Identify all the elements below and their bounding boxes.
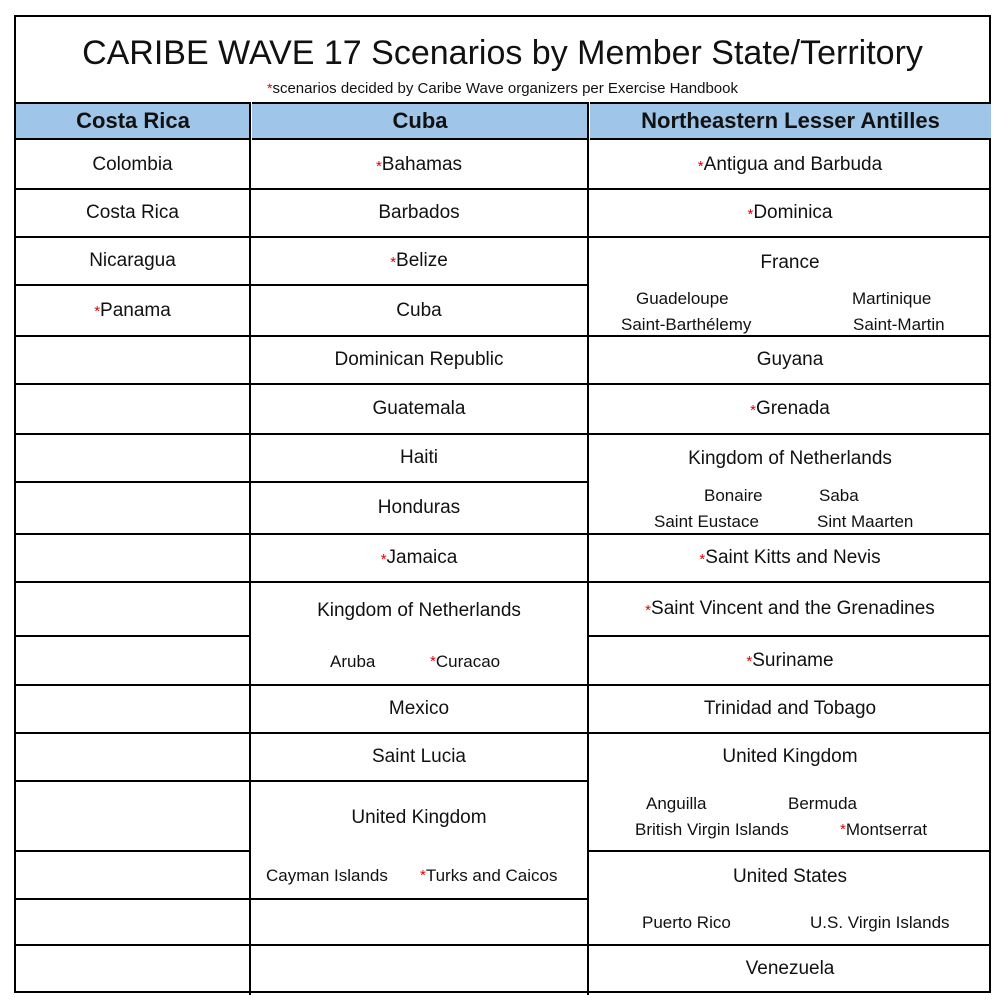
row-line: [250, 780, 589, 782]
list-item: United Kingdom: [351, 807, 487, 828]
red-asterisk-icon: *: [390, 253, 397, 271]
list-item: France: [760, 252, 820, 273]
list-item: Dominican Republic: [334, 349, 504, 370]
sub-item: Cayman Islands: [266, 866, 388, 885]
row-line: [16, 533, 250, 535]
red-asterisk-icon: *: [380, 550, 387, 568]
list-item: * Belize: [390, 250, 448, 271]
row-line: [16, 581, 250, 583]
row-line: [16, 684, 250, 686]
row-line: [16, 335, 250, 337]
subtitle-note: [16, 78, 989, 99]
list-item: Venezuela: [745, 957, 835, 979]
row-line: [16, 481, 250, 483]
red-asterisk-icon: *: [747, 205, 754, 223]
list-item: * Jamaica: [380, 547, 458, 568]
sub-item: Puerto Rico: [642, 913, 731, 932]
red-asterisk-icon: *: [375, 157, 382, 175]
list-item: * Antigua and Barbuda: [697, 154, 883, 175]
red-asterisk-icon: *: [750, 401, 756, 419]
subtitle-text: scenarios decided by Caribe Wave organizers per Exercise Handbook: [272, 80, 738, 97]
list-item: Mexico: [388, 698, 450, 719]
sub-item: Bonaire: [704, 486, 763, 505]
list-item: * Grenada: [750, 398, 830, 419]
sub-item: U.S. Virgin Islands: [810, 913, 950, 932]
sub-item: Saint-Martin: [853, 315, 945, 334]
page-title: CARIBE WAVE 17 Scenarios by Member State/Territory: [82, 34, 923, 72]
red-asterisk-icon: *: [699, 550, 706, 568]
row-line: [589, 433, 991, 435]
row-line: [250, 581, 589, 583]
list-item: * Dominica: [747, 202, 833, 223]
scenario-table: [14, 15, 991, 993]
red-asterisk-icon: *: [645, 601, 652, 619]
row-line: [589, 732, 991, 734]
list-item: * Suriname: [746, 649, 834, 671]
row-line: [16, 898, 250, 900]
list-item: Haiti: [399, 447, 438, 468]
red-asterisk-icon: *: [697, 157, 704, 175]
list-item: Guatemala: [372, 398, 466, 419]
list-item: Saint Lucia: [371, 746, 466, 767]
red-asterisk-icon: *: [746, 653, 753, 670]
row-line: [16, 850, 250, 852]
header-costa-rica: Costa Rica: [16, 102, 250, 140]
list-item: Barbados: [378, 202, 460, 223]
row-line: [589, 236, 991, 238]
header-ne-lesser-antilles: Northeastern Lesser Antilles: [590, 102, 991, 140]
list-item: Guyana: [756, 349, 824, 370]
list-item: Cuba: [396, 299, 442, 321]
row-line: [16, 732, 250, 734]
sub-item: *Montserrat: [840, 820, 928, 839]
list-item: * Saint Vincent and the Grenadines: [645, 598, 935, 619]
sub-item: Sint Maarten: [817, 512, 914, 531]
row-line: [250, 944, 589, 946]
row-line: [16, 944, 250, 946]
sub-item: *Turks and Caicos: [420, 866, 558, 885]
list-item: Trinidad and Tobago: [703, 698, 877, 719]
sub-item: Saba: [819, 486, 859, 505]
sub-item: British Virgin Islands: [635, 820, 789, 839]
list-item: Honduras: [377, 497, 461, 518]
row-line: [16, 383, 250, 385]
list-item: * Bahamas: [375, 154, 463, 175]
row-line: [250, 898, 589, 900]
sub-item: Saint-Barthélemy: [621, 315, 752, 334]
row-line: [589, 850, 991, 852]
row-line: [16, 635, 250, 637]
sub-item: Anguilla: [646, 794, 707, 813]
list-item: * Panama: [94, 299, 171, 321]
sub-item: Martinique: [852, 289, 932, 308]
list-item: * Saint Kitts and Nevis: [699, 547, 881, 568]
red-asterisk-icon: *: [430, 653, 436, 670]
row-line: [16, 780, 250, 782]
red-asterisk-icon: *: [840, 821, 846, 838]
sub-item: Guadeloupe: [636, 289, 729, 308]
list-item: United Kingdom: [722, 746, 858, 767]
header-cuba: Cuba: [252, 102, 588, 140]
sub-item: *Curacao: [430, 652, 501, 671]
red-asterisk-icon: *: [267, 80, 273, 96]
list-item: Colombia: [92, 154, 173, 175]
red-asterisk-icon: *: [94, 303, 101, 320]
sub-item: Aruba: [330, 652, 376, 671]
sub-item: Bermuda: [788, 794, 857, 813]
list-item: United States: [732, 866, 848, 887]
sub-item: Saint Eustace: [654, 512, 759, 531]
list-item: Nicaragua: [89, 250, 176, 271]
list-item: Costa Rica: [86, 202, 179, 223]
row-line: [16, 433, 250, 435]
red-asterisk-icon: *: [420, 867, 426, 884]
list-item: Kingdom of Netherlands: [688, 448, 892, 469]
list-item: Kingdom of Netherlands: [317, 600, 521, 621]
